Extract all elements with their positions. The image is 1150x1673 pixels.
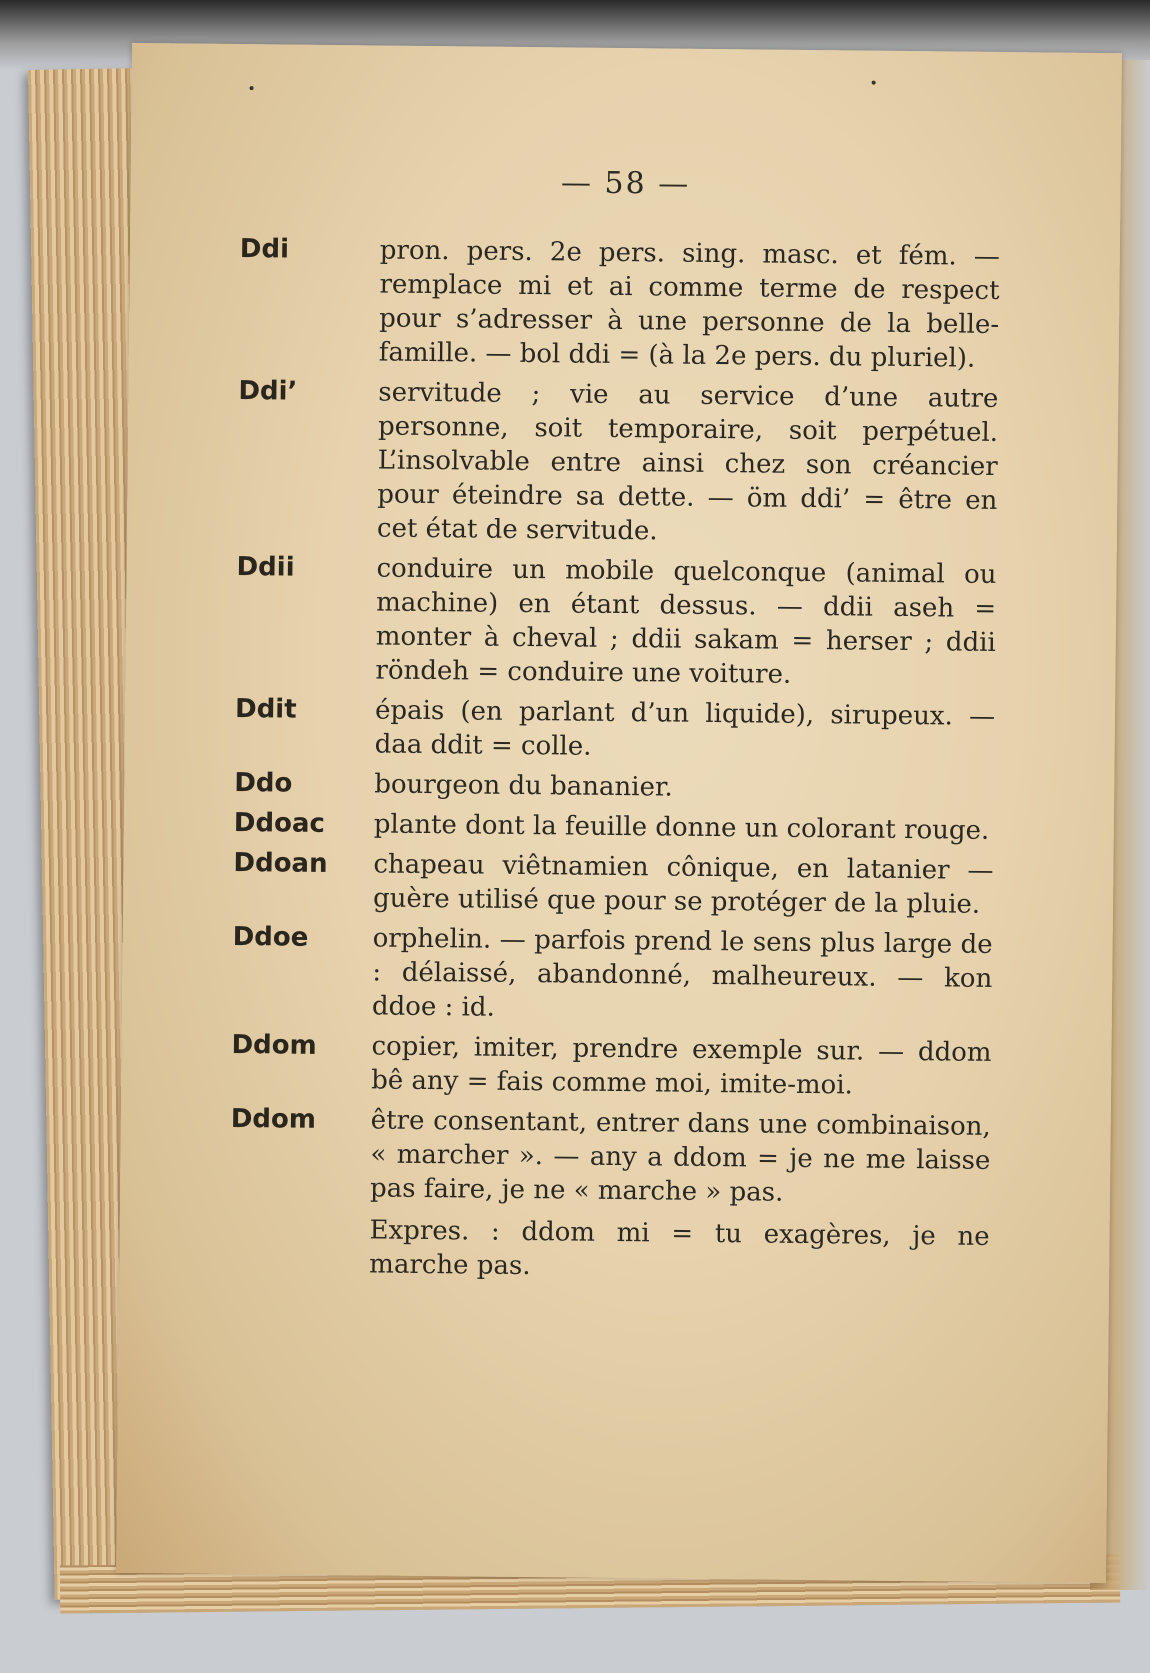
headword: Ddo (234, 767, 293, 799)
dictionary-entry (234, 806, 994, 848)
definition: chapeau viêtnamien cônique, en latanier — guère utilisé que pour se protéger de la pluie. (372, 849, 994, 920)
definition: être consentant, entrer dans une combinaison, « marcher ». — any a ddom = je ne me laisse pas faire, je ne « marche » pas. (369, 1105, 991, 1208)
dictionary-entry (234, 766, 994, 808)
headword: Ddoe (232, 921, 309, 953)
headword: Ddi (239, 233, 290, 265)
page-number: — 58 — (560, 165, 691, 202)
dictionary-entry (230, 1102, 991, 1212)
definition: plante dont la feuille donne un colorant rouge. (373, 809, 990, 846)
headword: Ddoac (233, 807, 326, 839)
dictionary-entry (235, 550, 996, 694)
dictionary-entries (229, 232, 1000, 1288)
book-page (116, 43, 1122, 1583)
definition: servitude ; vie au service d’une autre personne, soit temporaire, soit perpétuel. L’insolvable entre ainsi chez son créancier pour éteindre sa dette. — öm ddi’ = être en cet état de servitude. (376, 377, 999, 547)
headword: Ddii (236, 551, 295, 583)
dictionary-entry (235, 692, 996, 768)
expression-note: Expres. : ddom mi = tu exagères, je ne marche pas. (369, 1215, 990, 1282)
headword: Ddit (234, 693, 297, 725)
dictionary-entry (232, 920, 993, 1030)
definition: copier, imiter, prendre exemple sur. — ddom bê any = fais comme moi, imite-moi. (371, 1031, 992, 1101)
definition: épais (en parlant d’un liquide), sirupeux. — daa ddit = colle. (374, 695, 996, 762)
definition: orphelin. — parfois prend le sens plus large de : délaissé, abandonné, malheureux. — kon ddoe : id. (371, 923, 993, 1023)
headword: Ddoan (233, 847, 328, 879)
definition: pron. pers. 2e pers. sing. masc. et fém. — remplace mi et ai comme terme de respect pour s’adresser à une personne de la belle-famille. — bol ddi = (à la 2e pers. du pluriel). (378, 235, 1001, 374)
definition: conduire un mobile quelconque (animal ou machine) en étant dessus. — ddii aseh = monter à cheval ; ddii sakam = herser ; ddii röndeh = conduire une voiture. (375, 553, 997, 690)
headword: Ddom (230, 1103, 317, 1135)
paper-speck (250, 86, 254, 90)
definition: bourgeon du bananier. (374, 769, 673, 803)
headword: Ddi’ (238, 375, 298, 407)
dictionary-entry (239, 232, 1000, 376)
paper-speck (872, 81, 876, 85)
dictionary-entry (237, 374, 999, 552)
dictionary-entry (231, 1028, 992, 1104)
headword: Ddom (231, 1029, 317, 1061)
dictionary-entry (233, 846, 994, 922)
